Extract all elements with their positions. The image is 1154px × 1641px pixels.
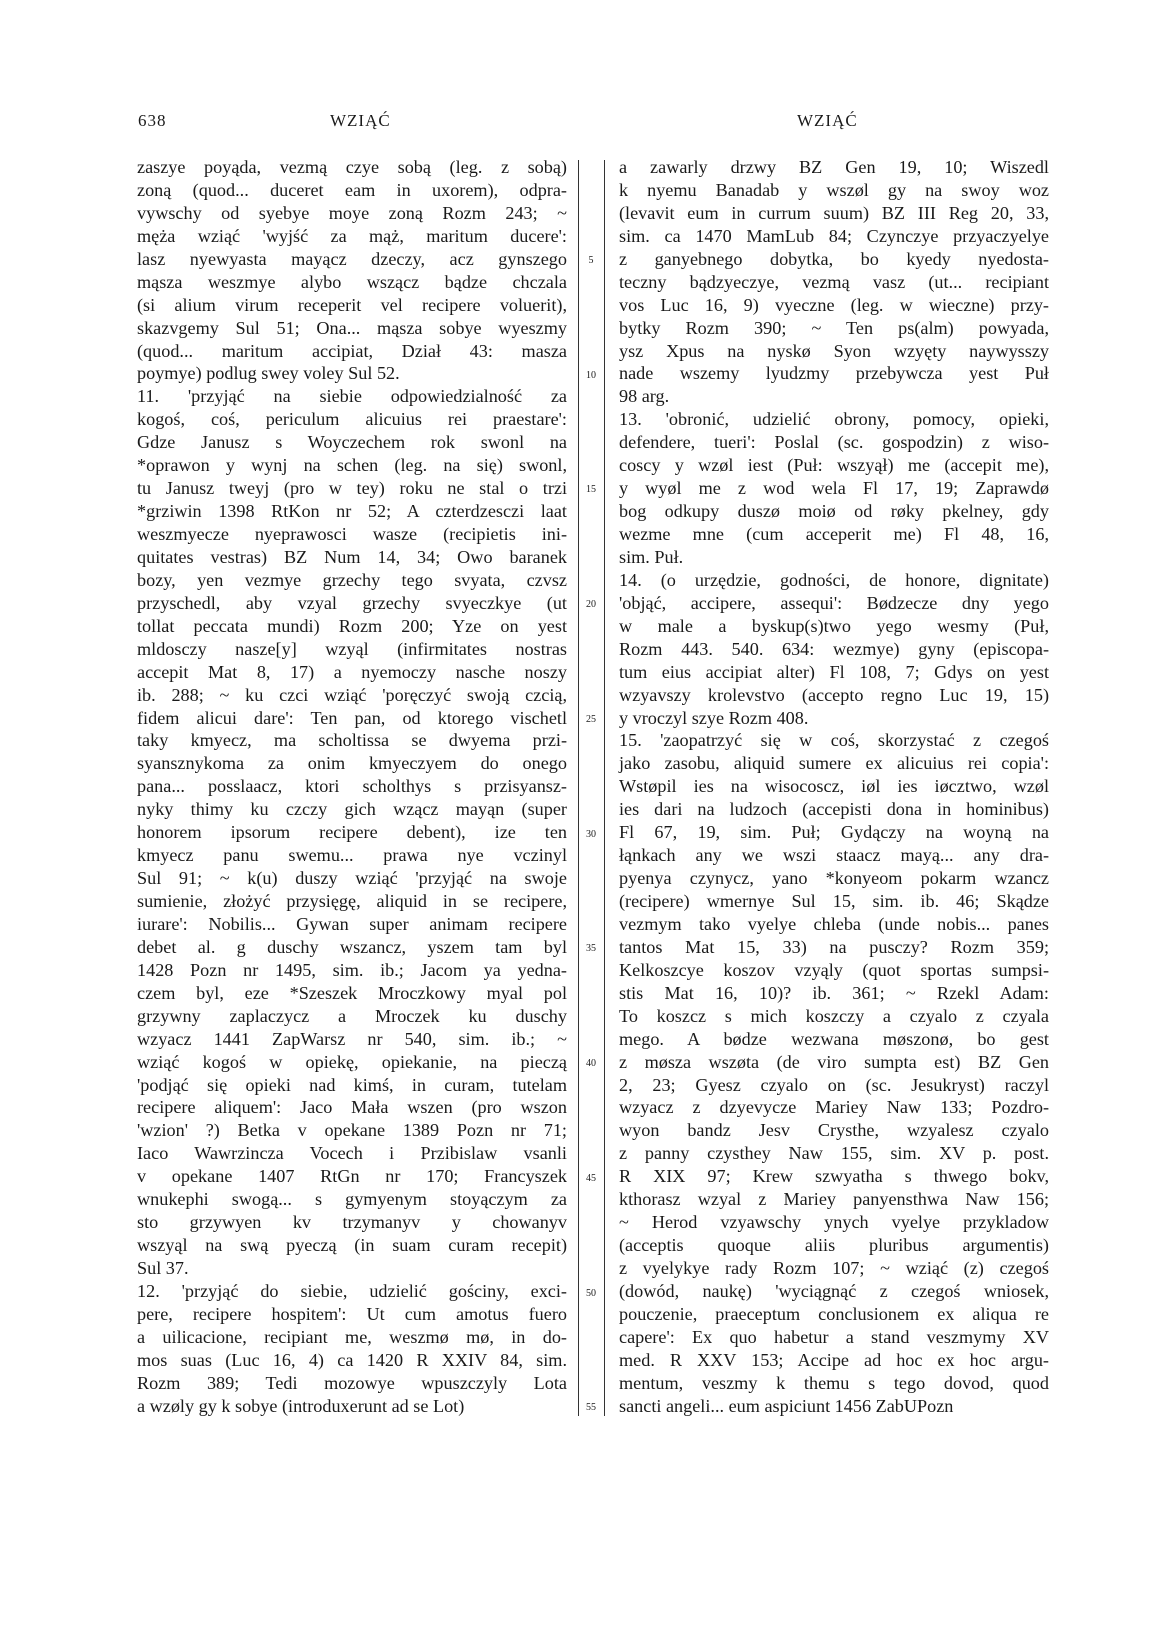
text-line: nyky thimy ku czczy gich wzącz mayąn (super [137,799,567,820]
text-line: kthorasz wzyal z Mariey panyensthwa Naw 156; [619,1189,1049,1210]
text-line: Rozm 389; Tedi mozowye wpuszczyly Lota [137,1372,567,1393]
text-line: czem byl, eze *Szeszek Mroczkowy myal pol [137,982,567,1003]
text-line: *oprawon y wynj na schen (leg. na się) swonl, [137,455,567,476]
text-line: wziąć kogoś w opiekę, opiekanie, na pieczą [137,1051,567,1072]
text-line: y wyøl me z wod wela Fl 17, 19; Zaprawdø [619,478,1049,499]
text-line: sim. ca 1470 MamLub 84; Czynczye przyaczyelye [619,225,1049,246]
text-line: ib. 288; ~ ku czci wziąć 'poręczyć swoją czcią, [137,684,567,705]
text-line: zaszye poyąda, vezmą czye sobą (leg. z sobą) [137,157,567,177]
text-line: Rozm 443. 540. 634: wezmye) gyny (episcopa- [619,638,1049,659]
running-head-right: WZIĄĆ [797,111,858,130]
text-line: mos suas (Luc 16, 4) ca 1420 R XXIV 84, sim. [137,1349,567,1370]
left-column [137,156,567,1418]
text-line: 'wzion' ?) Betka v opekane 1389 Pozn nr 71; [137,1120,567,1141]
text-line: wyon bandz Jesv Crysthe, wzyalesz czyalo [619,1120,1049,1141]
text-line: przyschedl, aby vzyal grzechy svyeczkye (ut [137,592,567,613]
text-line: bozy, yen vezmye grzechy tego svyata, czvsz [137,569,567,590]
text-line: z panny czysthey Naw 155, sim. XV p. post. [619,1143,1049,1164]
text-line: wzyavszy krolevstvo (accepto regno Luc 19, 15) [619,684,1049,705]
text-line: Sul 37. [137,1258,189,1278]
page-number: 638 [138,111,167,130]
line-number: 45 [586,1172,596,1184]
text-line: wszyąl na swą pyeczą (in suam curam recepit) [137,1235,567,1256]
line-number: 5 [588,254,594,266]
line-number: 40 [586,1058,596,1070]
text-line: weszmyecze nyeprawosci wasze (recipietis ini- [137,524,567,544]
text-line: defendere, tueri': Poslal (sc. gospodzin) z wiso- [619,432,1049,453]
column-rule-right [604,160,605,1416]
text-line: fidem alicui dare': Ten pan, od ktorego vischetl [137,707,567,728]
text-line: ies dari na ludzoch (accepisti dona in hominibus) [619,799,1049,820]
line-number: 55 [586,1402,596,1414]
text-line: lasz nyewyasta mayącz dzeczy, acz gynszego [137,248,567,269]
text-line: tum eius accipiat alter) Fl 108, 7; Gdys on yest [619,661,1049,682]
text-line: wzyacz z dzyevycze Mariey Naw 133; Pozdro- [619,1097,1049,1118]
text-line: sim. Puł. [619,546,684,567]
text-line: kmyecz panu swemu... prawa nye vczinyl [137,845,567,866]
text-line: R XIX 97; Krew szwyatha s thwego bokv, [619,1166,1049,1187]
text-line: pere, recipere hospitem': Ut cum amotus fuero [137,1303,567,1324]
text-line: Gdze Janusz s Woyczechem rok swonl na [137,432,567,453]
right-column [619,156,1049,1418]
text-line: w male a byskup(s)two yego wesmy (Puł, [619,615,1049,636]
line-number: 25 [586,713,596,725]
text-line: recipere aliquem': Jaco Mała wszen (pro wszon [137,1097,567,1118]
text-line: coscy y wzøl iest (Puł: wszyął) me (accepit me), [619,455,1049,476]
running-head-left: WZIĄĆ [330,111,391,130]
text-line: 1428 Pozn nr 1495, sim. ib.; Jacom ya yedna- [137,959,567,980]
text-line: teczny bądzyeczye, vezmą vasz (ut... recipiant [619,271,1049,292]
text-line: mego. A bødze wezwana møszonø, bo gest [619,1028,1049,1049]
text-line: z ganyebnego dobytka, bo kyedy nyedosta- [619,248,1049,269]
column-rule-left [578,160,579,1416]
text-line: mąsza weszmye alybo wszącz bądze chczala [137,271,567,292]
text-line: tantos Mat 15, 33) na pusczy? Rozm 359; [619,936,1049,957]
text-line: a uilicacione, recipiant me, weszmø mø, in do- [137,1326,567,1347]
text-line: Sul 91; ~ k(u) duszy wziąć 'przyjąć na swoje [137,868,567,889]
line-number: 10 [586,369,596,381]
text-line: 13. 'obronić, udzielić obrony, pomocy, opieki, [619,409,1049,430]
text-line: wnukephi swogą... s gymyenym stoyączym za [137,1189,567,1210]
line-number: 15 [586,484,596,496]
line-number: 35 [586,943,596,955]
text-line: 11. 'przyjąć na siebie odpowiedzialność za [137,386,567,407]
text-line: (acceptis quoque aliis pluribus argumentis) [619,1235,1049,1256]
text-line: ~ Herod vzyawschy ynych vyelye przykladow [619,1212,1049,1233]
text-line: med. R XXV 153; Accipe ad hoc ex hoc argu- [619,1349,1049,1370]
text-line: kogoś, coś, periculum alicuius rei praestare': [137,409,567,430]
text-line: tu Janusz tweyj (pro w tey) roku ne stal o trzi [137,478,567,499]
text-line: skazvgemy Sul 51; Ona... mąsza sobye wyeszmy [137,317,567,338]
text-line: a zawarly drzwy BZ Gen 19, 10; Wiszedl [619,157,1049,177]
line-number: 50 [586,1287,596,1299]
text-line: (levavit eum in currum suum) BZ III Reg 20, 33, [619,202,1049,223]
text-line: męża wziąć 'wyjść za mąż, maritum ducere': [137,225,567,246]
text-line: capere': Ex quo habetur a stand veszmymy XV [619,1326,1049,1347]
text-line: sancti angeli... eum aspiciunt 1456 ZabUPozn [619,1395,954,1416]
text-line: jako zasobu, aliquid sumere ex alicuius rei copia': [619,753,1049,774]
text-line: nade wszemy lyudzmy przebywcza yest Puł [619,363,1049,384]
text-line: v opekane 1407 RtGn nr 170; Francyszek [137,1166,567,1187]
text-line: a wzøly gy k sobye (introduxerunt ad se Lot) [137,1395,465,1416]
text-line: debet al. g duschy wszancz, yszem tam byl [137,936,567,957]
text-line: mentum, veszmy k themu s tego dovod, quod [619,1372,1049,1393]
text-line: 2, 23; Gyesz czyalo on (sc. Jesukryst) raczyl [619,1074,1049,1095]
text-line: (dowód, naukę) 'wyciągnąć z czegoś wniosek, [619,1280,1049,1301]
text-line: mldosczy nasze[y] wzyąl (infirmitates nostras [137,638,567,659]
text-line: stis Mat 16, 10)? ib. 361; ~ Rzekl Adam: [619,982,1049,1003]
text-line: poymye) podlug swey voley Sul 52. [137,363,400,384]
text-line: z møsza wszøta (de viro sumpta est) BZ Gen [619,1051,1049,1072]
text-line: (recipere) wmernye Sul 15, sim. ib. 46; Skądze [619,891,1049,911]
text-line: z vyelykye rady Rozm 107; ~ wziąć (z) czegoś [619,1258,1049,1278]
text-line: zoną (quod... duceret eam in uxorem), odpra- [137,179,567,200]
text-line: vos Luc 16, 9) vyeczne (leg. w wieczne) przy- [619,294,1049,315]
text-line: bog odkupy duszø moiø od røky pkelney, gdy [619,501,1049,522]
text-line: *grziwin 1398 RtKon nr 52; A czterdzesczi laat [137,501,567,522]
text-line: (quod... maritum accipiat, Dział 43: masza [137,340,567,361]
text-line: pyenya czynycz, yano *konyeom pokarm wzancz [619,868,1049,889]
text-line: 14. (o urzędzie, godności, de honore, dignitate) [619,569,1049,590]
text-line: pouczenie, praeceptum conclusionem ex aliqua re [619,1303,1049,1324]
text-line: ysz Xpus na nyskø Syon wzyęty naywysszy [619,340,1049,361]
text-line: łąnkach any we wszi staacz mayą... any dra- [619,845,1049,866]
line-number: 30 [586,828,596,840]
text-line: taky kmyecz, ma scholtissa se dwyema przi- [137,730,567,751]
text-line: syansznykoma za onim kmyeczyem do onego [137,753,567,774]
text-line: vezmym tako vyelye chleba (unde nobis... panes [619,913,1049,934]
line-number: 20 [586,599,596,611]
text-line: grzywny zaplaczycz a Mroczek ku duschy [137,1005,567,1026]
text-line: (si alium virum receperit vel recipere voluerit), [137,294,567,315]
text-line: iurare': Nobilis... Gywan super animam recipere [137,913,567,934]
text-line: accepit Mat 8, 17) a nyemoczy nasche noszy [137,661,567,682]
text-line: wzyacz 1441 ZapWarsz nr 540, sim. ib.; ~ [137,1028,567,1049]
text-line: 'objąć, accipere, assequi': Bødzecze dny yego [619,592,1049,613]
text-line: k nyemu Banadab y wszøl gy na swoy woz [619,179,1049,200]
text-line: honorem ipsorum recipere debent), ize ten [137,822,567,843]
text-line: 98 arg. [619,386,670,407]
text-line: Iaco Wawrzincza Vocech i Przibislaw vsanli [137,1143,567,1164]
text-line: pana... posslaacz, ktori scholthys s przisyansz- [137,776,567,797]
text-line: Wstøpil ies na wisocoscz, iøl ies iøcztwo, wzøl [619,776,1049,797]
text-line: Kelkoszcye koszov vzyąly (quot sportas sumpsi- [619,959,1049,980]
text-line: vywschy od syebye moye zoną Rozm 243; ~ [137,202,567,223]
text-line: quitates vestras) BZ Num 14, 34; Owo baranek [137,546,567,567]
text-line: bytky Rozm 390; ~ Ten ps(alm) powyada, [619,317,1049,338]
text-line: tollat peccata mundi) Rozm 200; Yze on yest [137,615,567,636]
text-line: wezme mne (cum acceperit me) Fl 48, 16, [619,524,1049,544]
text-line: Fl 67, 19, sim. Puł; Gydączy na woyną na [619,822,1049,843]
text-line: 'podjąć się opieki nad kimś, in curam, tutelam [137,1074,567,1095]
text-line: y vroczyl szye Rozm 408. [619,707,809,728]
text-line: sto grzywyen kv trzymanyv y chowanyv [137,1212,567,1233]
text-line: sumienie, złożyć przysięgę, aliquid in se recipere, [137,891,567,911]
text-line: To koszcz s mich koszczy a czyalo z czyala [619,1005,1049,1026]
text-line: 12. 'przyjąć do siebie, udzielić gościny, exci- [137,1280,567,1301]
text-line: 15. 'zaopatrzyć się w coś, skorzystać z czegoś [619,730,1049,751]
